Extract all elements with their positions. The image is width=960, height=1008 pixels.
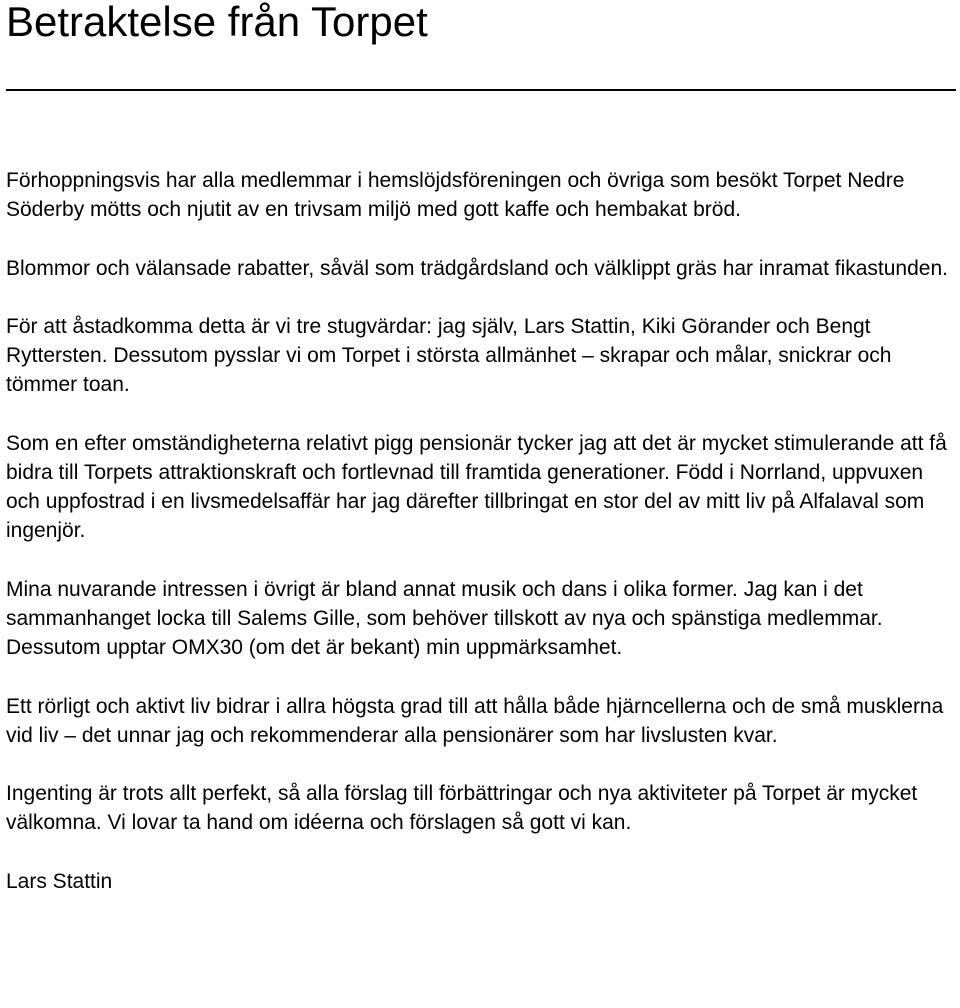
paragraph: Som en efter omständigheterna relativt pigg pensionär tycker jag att det är mycket stimulerande att få bidra till Torpets attraktionskraft och fortlevnad till framtida generationer. Född i Norrland, uppvuxen och uppfostrad i en livsmedelsaffär har jag därefter tillbringat en stor del av mitt liv på Alfalaval som ingenjör.: [6, 431, 947, 543]
document-page: [6, 0, 956, 893]
paragraph: Ett rörligt och aktivt liv bidrar i allra högsta grad till att hålla både hjärncellerna och de små musklerna vid liv – det unnar jag och rekommenderar alla pensionärer som har livslusten kvar.: [6, 694, 944, 747]
paragraph: Blommor och välansade rabatter, såväl som trädgårdsland och välklippt gräs har inramat fikastunden.: [6, 256, 948, 280]
paragraph: Ingenting är trots allt perfekt, så alla förslag till förbättringar och nya aktiviteter på Torpet är mycket välkomna. Vi lovar ta hand om idéerna och förslagen så gott vi kan.: [6, 782, 918, 835]
paragraph: Mina nuvarande intressen i övrigt är bland annat musik och dans i olika former. Jag kan i det sammanhanget locka till Salems Gille, som behöver tillskott av nya och spänstiga medlemmar. Dessutom upptar OMX30 (om det är bekant) min uppmärksamhet.: [6, 577, 883, 660]
title-divider: [6, 89, 956, 91]
paragraph: För att åstadkomma detta är vi tre stugvärdar: jag själv, Lars Stattin, Kiki Görander och Bengt Ryttersten. Dessutom pysslar vi om Torpet i största allmänhet – skrapar och målar, snickrar och tömmer toan.: [6, 314, 892, 397]
document-body: [6, 166, 958, 896]
paragraph: Förhoppningsvis har alla medlemmar i hemslöjdsföreningen och övriga som besökt Torpet Nedre Söderby mötts och njutit av en trivsam miljö med gott kaffe och hembakat bröd.: [6, 169, 905, 222]
author-signature: Lars Stattin: [6, 869, 113, 893]
document-title: Betraktelse från Torpet: [6, 0, 428, 45]
